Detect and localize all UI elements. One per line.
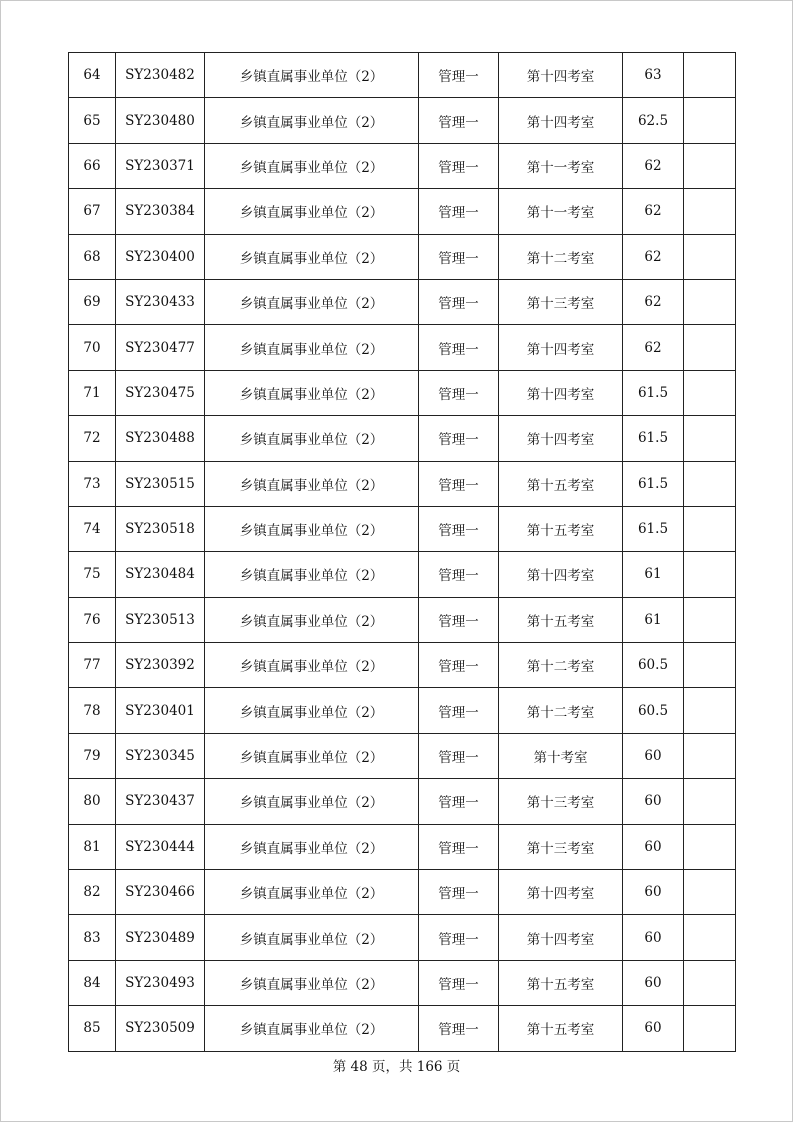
score-cell: 60 xyxy=(623,733,684,778)
unit-cell: 乡镇直属事业单位（2） xyxy=(205,915,419,960)
score-cell: 62 xyxy=(623,234,684,279)
exam-room-cell: 第十四考室 xyxy=(499,870,623,915)
row-number-cell: 80 xyxy=(69,779,116,824)
candidate-id-cell: SY230518 xyxy=(116,506,205,551)
table-row xyxy=(69,189,736,234)
exam-room-cell: 第十四考室 xyxy=(499,416,623,461)
unit-cell: 乡镇直属事业单位（2） xyxy=(205,143,419,188)
note-cell xyxy=(684,688,736,733)
score-cell: 60 xyxy=(623,915,684,960)
unit-cell: 乡镇直属事业单位（2） xyxy=(205,597,419,642)
unit-cell: 乡镇直属事业单位（2） xyxy=(205,189,419,234)
table-row xyxy=(69,960,736,1005)
candidate-id-cell: SY230480 xyxy=(116,98,205,143)
candidate-id-cell: SY230482 xyxy=(116,53,205,98)
exam-room-cell: 第十二考室 xyxy=(499,643,623,688)
candidate-id-cell: SY230444 xyxy=(116,824,205,869)
row-number-cell: 68 xyxy=(69,234,116,279)
row-number-cell: 75 xyxy=(69,552,116,597)
unit-cell: 乡镇直属事业单位（2） xyxy=(205,53,419,98)
row-number-cell: 85 xyxy=(69,1006,116,1051)
exam-room-cell: 第十考室 xyxy=(499,733,623,778)
note-cell xyxy=(684,779,736,824)
note-cell xyxy=(684,98,736,143)
note-cell xyxy=(684,824,736,869)
position-cell: 管理一 xyxy=(419,416,499,461)
position-cell: 管理一 xyxy=(419,506,499,551)
table-row xyxy=(69,643,736,688)
unit-cell: 乡镇直属事业单位（2） xyxy=(205,733,419,778)
table-row xyxy=(69,597,736,642)
candidate-id-cell: SY230384 xyxy=(116,189,205,234)
unit-cell: 乡镇直属事业单位（2） xyxy=(205,552,419,597)
row-number-cell: 66 xyxy=(69,143,116,188)
score-cell: 62 xyxy=(623,143,684,188)
note-cell xyxy=(684,915,736,960)
table-row xyxy=(69,279,736,324)
note-cell xyxy=(684,870,736,915)
candidate-id-cell: SY230392 xyxy=(116,643,205,688)
score-cell: 62 xyxy=(623,279,684,324)
score-cell: 63 xyxy=(623,53,684,98)
position-cell: 管理一 xyxy=(419,643,499,688)
unit-cell: 乡镇直属事业单位（2） xyxy=(205,643,419,688)
candidate-id-cell: SY230371 xyxy=(116,143,205,188)
unit-cell: 乡镇直属事业单位（2） xyxy=(205,688,419,733)
table-row xyxy=(69,461,736,506)
score-cell: 62.5 xyxy=(623,98,684,143)
row-number-cell: 81 xyxy=(69,824,116,869)
score-cell: 60 xyxy=(623,870,684,915)
unit-cell: 乡镇直属事业单位（2） xyxy=(205,506,419,551)
row-number-cell: 82 xyxy=(69,870,116,915)
exam-room-cell: 第十一考室 xyxy=(499,143,623,188)
unit-cell: 乡镇直属事业单位（2） xyxy=(205,279,419,324)
position-cell: 管理一 xyxy=(419,325,499,370)
exam-room-cell: 第十四考室 xyxy=(499,915,623,960)
row-number-cell: 67 xyxy=(69,189,116,234)
table-row xyxy=(69,733,736,778)
candidate-id-cell: SY230477 xyxy=(116,325,205,370)
score-cell: 61 xyxy=(623,552,684,597)
note-cell xyxy=(684,279,736,324)
note-cell xyxy=(684,506,736,551)
position-cell: 管理一 xyxy=(419,234,499,279)
unit-cell: 乡镇直属事业单位（2） xyxy=(205,98,419,143)
position-cell: 管理一 xyxy=(419,461,499,506)
candidate-id-cell: SY230437 xyxy=(116,779,205,824)
unit-cell: 乡镇直属事业单位（2） xyxy=(205,461,419,506)
exam-room-cell: 第十四考室 xyxy=(499,370,623,415)
row-number-cell: 77 xyxy=(69,643,116,688)
note-cell xyxy=(684,1006,736,1051)
unit-cell: 乡镇直属事业单位（2） xyxy=(205,870,419,915)
score-cell: 61 xyxy=(623,597,684,642)
candidate-id-cell: SY230489 xyxy=(116,915,205,960)
note-cell xyxy=(684,325,736,370)
position-cell: 管理一 xyxy=(419,279,499,324)
score-cell: 60 xyxy=(623,1006,684,1051)
candidate-id-cell: SY230488 xyxy=(116,416,205,461)
table-row xyxy=(69,506,736,551)
score-cell: 61.5 xyxy=(623,506,684,551)
candidate-id-cell: SY230515 xyxy=(116,461,205,506)
candidate-id-cell: SY230493 xyxy=(116,960,205,1005)
score-cell: 62 xyxy=(623,189,684,234)
exam-room-cell: 第十四考室 xyxy=(499,325,623,370)
unit-cell: 乡镇直属事业单位（2） xyxy=(205,416,419,461)
exam-room-cell: 第十四考室 xyxy=(499,98,623,143)
row-number-cell: 79 xyxy=(69,733,116,778)
exam-room-cell: 第十五考室 xyxy=(499,1006,623,1051)
exam-room-cell: 第十四考室 xyxy=(499,53,623,98)
candidate-id-cell: SY230475 xyxy=(116,370,205,415)
exam-room-cell: 第十三考室 xyxy=(499,779,623,824)
candidate-id-cell: SY230466 xyxy=(116,870,205,915)
candidate-id-cell: SY230400 xyxy=(116,234,205,279)
position-cell: 管理一 xyxy=(419,960,499,1005)
unit-cell: 乡镇直属事业单位（2） xyxy=(205,779,419,824)
note-cell xyxy=(684,53,736,98)
table-row xyxy=(69,98,736,143)
row-number-cell: 76 xyxy=(69,597,116,642)
row-number-cell: 70 xyxy=(69,325,116,370)
note-cell xyxy=(684,960,736,1005)
position-cell: 管理一 xyxy=(419,688,499,733)
exam-room-cell: 第十五考室 xyxy=(499,597,623,642)
exam-room-cell: 第十三考室 xyxy=(499,279,623,324)
table-row xyxy=(69,688,736,733)
score-cell: 60 xyxy=(623,960,684,1005)
table-row xyxy=(69,325,736,370)
unit-cell: 乡镇直属事业单位（2） xyxy=(205,1006,419,1051)
note-cell xyxy=(684,461,736,506)
exam-room-cell: 第十三考室 xyxy=(499,824,623,869)
position-cell: 管理一 xyxy=(419,370,499,415)
note-cell xyxy=(684,552,736,597)
score-cell: 60 xyxy=(623,779,684,824)
table-row xyxy=(69,53,736,98)
table-row xyxy=(69,779,736,824)
note-cell xyxy=(684,597,736,642)
exam-room-cell: 第十五考室 xyxy=(499,506,623,551)
exam-room-cell: 第十四考室 xyxy=(499,552,623,597)
unit-cell: 乡镇直属事业单位（2） xyxy=(205,370,419,415)
note-cell xyxy=(684,189,736,234)
table-row xyxy=(69,824,736,869)
score-table xyxy=(68,52,736,1052)
position-cell: 管理一 xyxy=(419,53,499,98)
note-cell xyxy=(684,643,736,688)
exam-room-cell: 第十二考室 xyxy=(499,688,623,733)
score-cell: 60 xyxy=(623,824,684,869)
row-number-cell: 74 xyxy=(69,506,116,551)
table-row xyxy=(69,234,736,279)
note-cell xyxy=(684,416,736,461)
note-cell xyxy=(684,143,736,188)
table-row xyxy=(69,552,736,597)
row-number-cell: 78 xyxy=(69,688,116,733)
position-cell: 管理一 xyxy=(419,824,499,869)
score-cell: 61.5 xyxy=(623,416,684,461)
position-cell: 管理一 xyxy=(419,597,499,642)
row-number-cell: 73 xyxy=(69,461,116,506)
position-cell: 管理一 xyxy=(419,189,499,234)
candidate-id-cell: SY230484 xyxy=(116,552,205,597)
row-number-cell: 84 xyxy=(69,960,116,1005)
score-cell: 62 xyxy=(623,325,684,370)
row-number-cell: 71 xyxy=(69,370,116,415)
row-number-cell: 64 xyxy=(69,53,116,98)
position-cell: 管理一 xyxy=(419,1006,499,1051)
exam-room-cell: 第十五考室 xyxy=(499,461,623,506)
position-cell: 管理一 xyxy=(419,870,499,915)
table-body xyxy=(69,53,736,1052)
candidate-id-cell: SY230513 xyxy=(116,597,205,642)
unit-cell: 乡镇直属事业单位（2） xyxy=(205,824,419,869)
table-row xyxy=(69,370,736,415)
candidate-id-cell: SY230433 xyxy=(116,279,205,324)
exam-room-cell: 第十五考室 xyxy=(499,960,623,1005)
position-cell: 管理一 xyxy=(419,143,499,188)
note-cell xyxy=(684,733,736,778)
row-number-cell: 83 xyxy=(69,915,116,960)
score-cell: 60.5 xyxy=(623,688,684,733)
candidate-id-cell: SY230401 xyxy=(116,688,205,733)
table-row xyxy=(69,416,736,461)
candidate-id-cell: SY230509 xyxy=(116,1006,205,1051)
score-cell: 60.5 xyxy=(623,643,684,688)
unit-cell: 乡镇直属事业单位（2） xyxy=(205,960,419,1005)
position-cell: 管理一 xyxy=(419,779,499,824)
row-number-cell: 69 xyxy=(69,279,116,324)
score-cell: 61.5 xyxy=(623,370,684,415)
exam-room-cell: 第十二考室 xyxy=(499,234,623,279)
unit-cell: 乡镇直属事业单位（2） xyxy=(205,234,419,279)
unit-cell: 乡镇直属事业单位（2） xyxy=(205,325,419,370)
table-row xyxy=(69,915,736,960)
table-row xyxy=(69,143,736,188)
table-row xyxy=(69,870,736,915)
row-number-cell: 72 xyxy=(69,416,116,461)
position-cell: 管理一 xyxy=(419,915,499,960)
exam-room-cell: 第十一考室 xyxy=(499,189,623,234)
page-footer: 第 48 页，共 166 页 xyxy=(332,1059,461,1075)
note-cell xyxy=(684,370,736,415)
table-row xyxy=(69,1006,736,1051)
row-number-cell: 65 xyxy=(69,98,116,143)
candidate-id-cell: SY230345 xyxy=(116,733,205,778)
position-cell: 管理一 xyxy=(419,98,499,143)
position-cell: 管理一 xyxy=(419,733,499,778)
score-cell: 61.5 xyxy=(623,461,684,506)
position-cell: 管理一 xyxy=(419,552,499,597)
note-cell xyxy=(684,234,736,279)
